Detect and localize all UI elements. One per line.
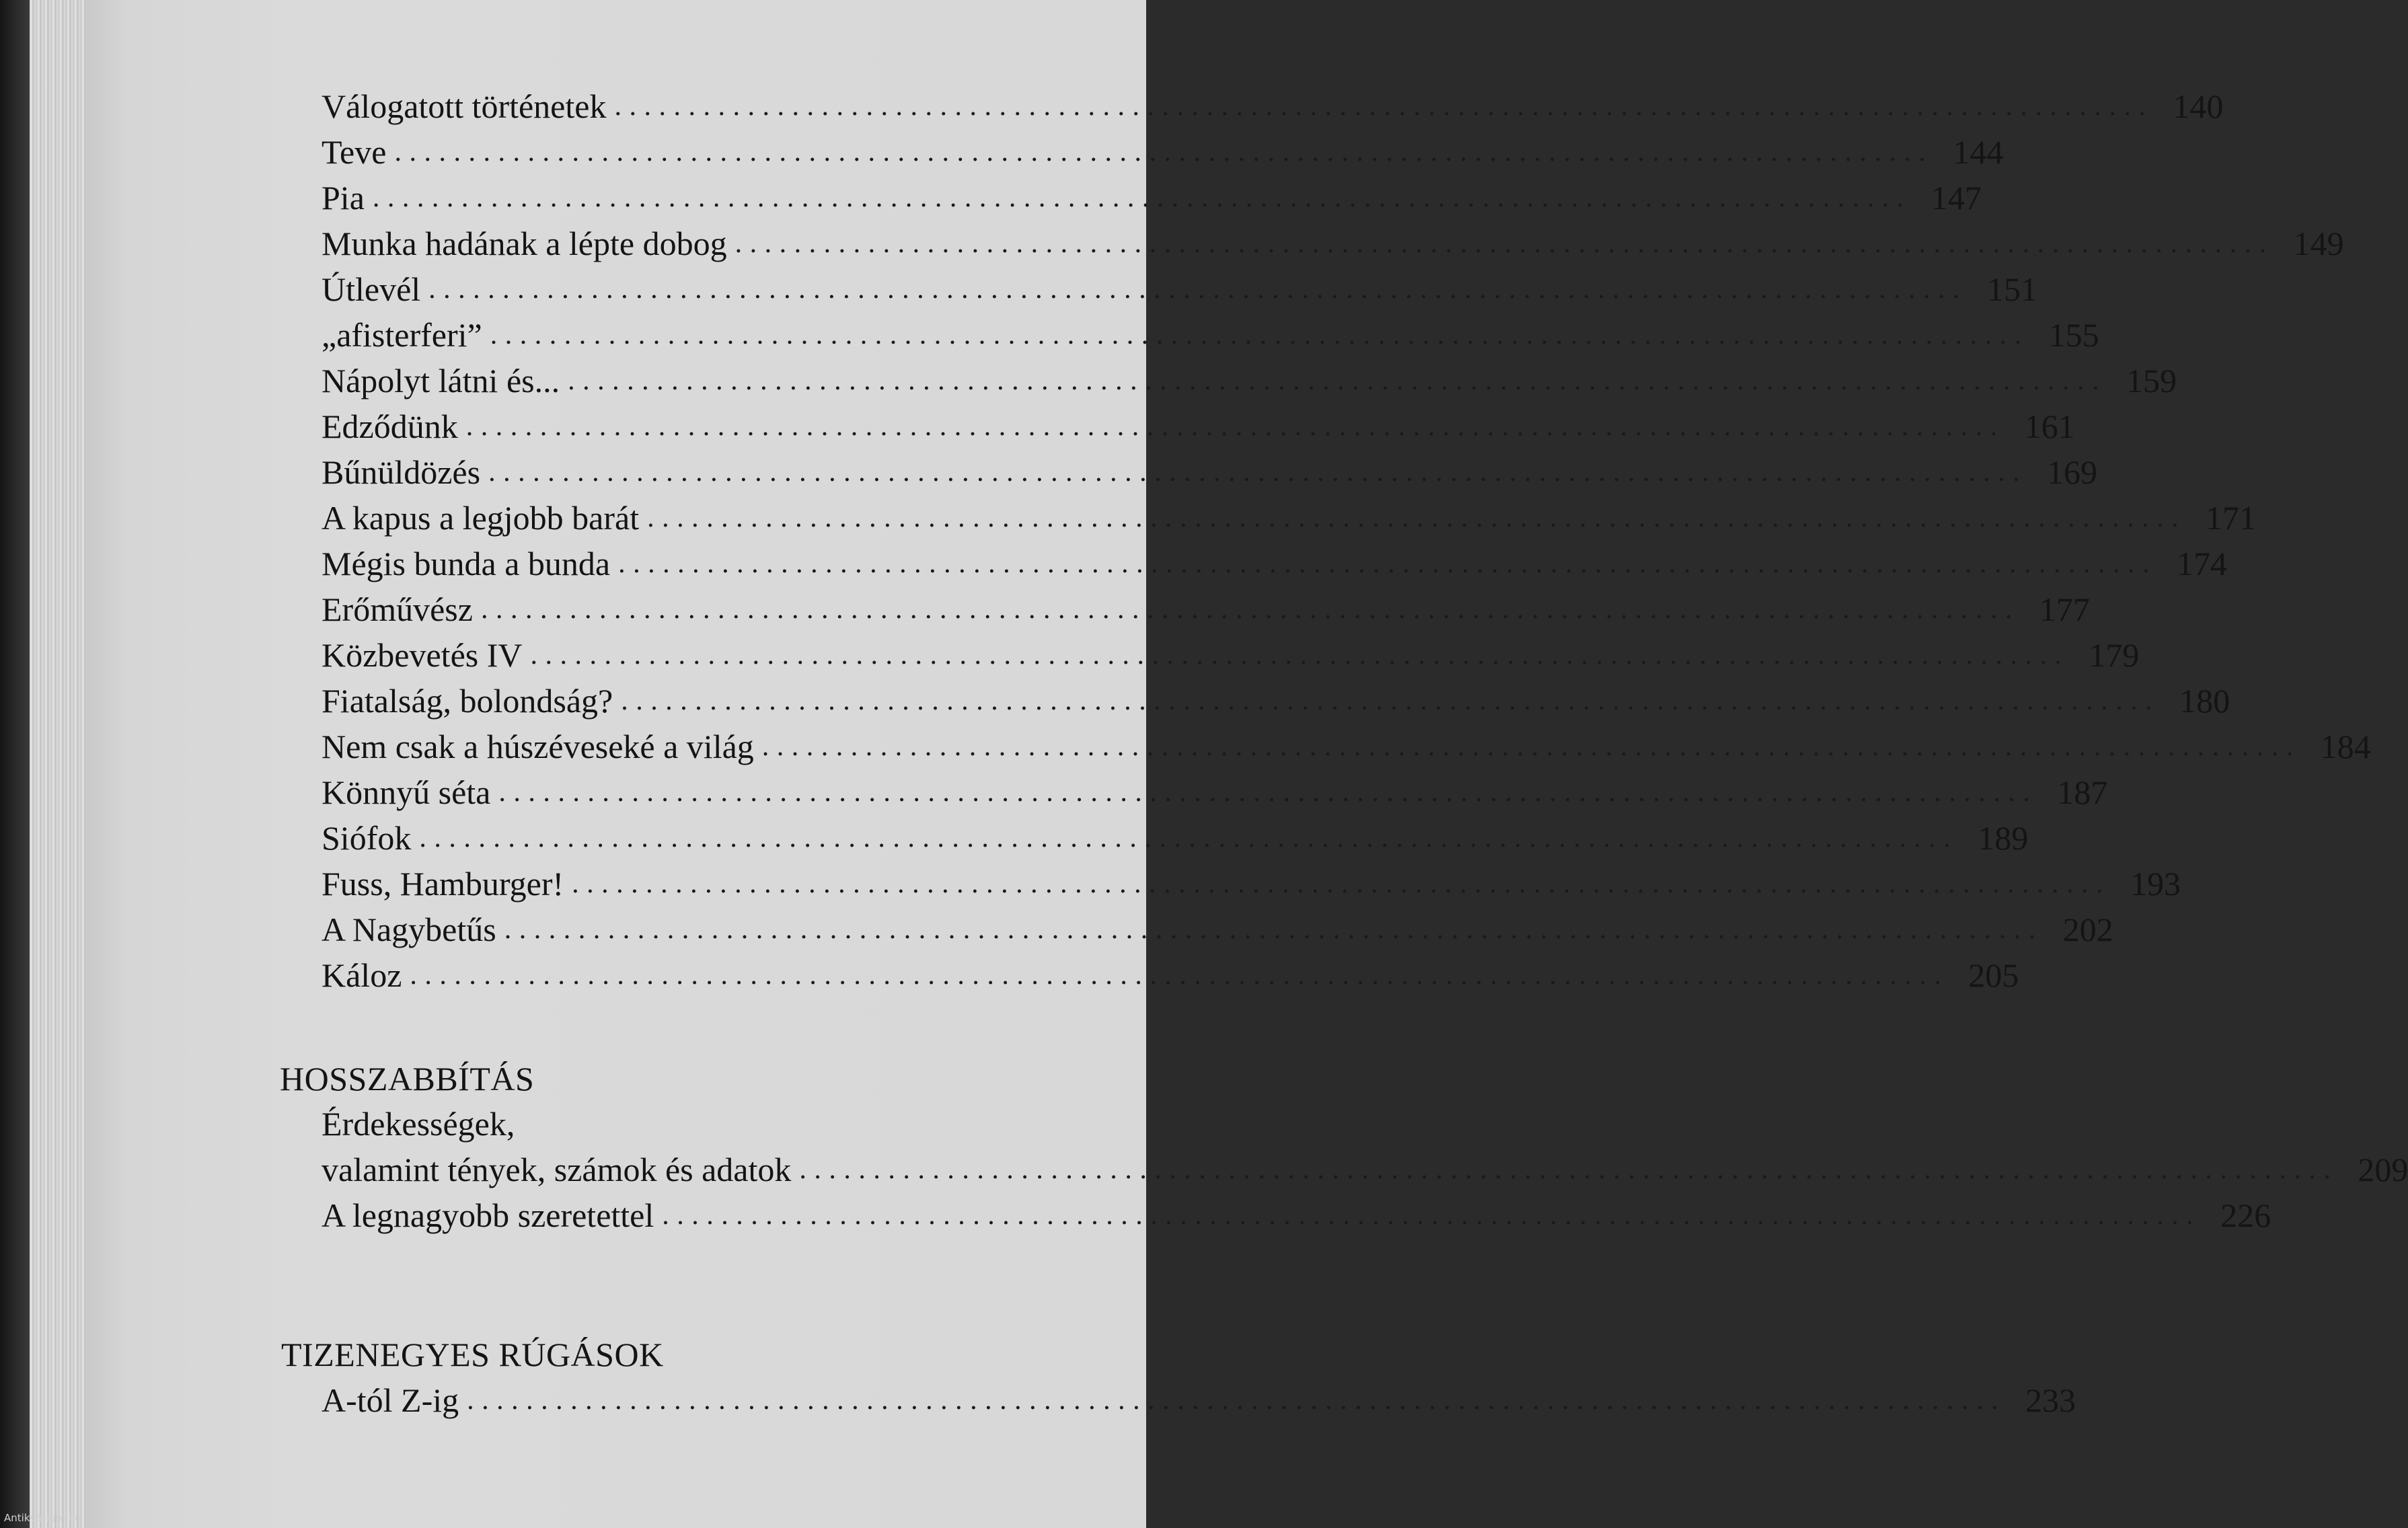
- toc-entry: [322, 315, 2099, 355]
- toc-entry-page: 177: [2039, 590, 2090, 628]
- toc-entry-title: Fuss, Hamburger!: [322, 865, 564, 903]
- toc-leader-dots: ........................................................................................................: [419, 823, 1959, 853]
- toc-entry-title: Fiatalság, bolondság?: [322, 682, 613, 720]
- toc-entry: [322, 360, 2177, 401]
- toc-entry: [322, 178, 1982, 218]
- toc-entry-title: A kapus a legjobb barát: [322, 499, 640, 537]
- toc-entry-title-line2: valamint tények, számok és adatok: [322, 1151, 792, 1188]
- toc-entry-title: Káloz: [322, 956, 402, 994]
- toc-entry: [322, 864, 2181, 904]
- toc-entry-page: 140: [2173, 87, 2224, 125]
- toc-entry-title: Útlevél: [322, 270, 421, 308]
- toc-entry-page: 205: [1968, 956, 2019, 994]
- toc-leader-dots: ........................................................................................................: [410, 960, 1949, 991]
- toc-leader-dots: ........................................................................................................: [799, 1154, 2339, 1185]
- toc-entry: [322, 1149, 2408, 1190]
- toc-entry-title: Munka hadának a lépte dobog: [322, 225, 727, 262]
- toc-entry-title: Pia: [322, 179, 365, 217]
- toc-entry: [322, 406, 2075, 447]
- toc-entry-page: 187: [2057, 773, 2108, 811]
- toc-entry-page: 179: [2089, 636, 2140, 674]
- toc-entry-title: A legnagyobb szeretettel: [322, 1196, 654, 1234]
- toc-entry-page: 226: [2220, 1196, 2271, 1234]
- toc-entry-page: 161: [2024, 408, 2075, 445]
- toc-leader-dots: ........................................................................................................: [647, 502, 2187, 533]
- toc-entry-page: 147: [1930, 179, 1982, 217]
- toc-leader-dots: ........................................................................................................: [488, 457, 2028, 488]
- toc-leader-dots: ........................................................................................................: [490, 319, 2029, 350]
- toc-entry-page: 233: [2025, 1381, 2076, 1419]
- toc-entry-title: Nem csak a húszéveseké a világ: [322, 728, 754, 765]
- toc-entry: [322, 635, 2140, 675]
- toc-entry-page: 159: [2126, 362, 2177, 399]
- toc-entry-page: 209: [2358, 1151, 2408, 1188]
- toc-entry: [322, 589, 2090, 629]
- toc-leader-dots: ........................................................................................................: [498, 777, 2038, 808]
- toc-entry-title-line1: Érdekességek,: [322, 1105, 515, 1143]
- toc-entry-page: 193: [2130, 865, 2181, 903]
- toc-entry-page: 171: [2206, 499, 2257, 537]
- toc-entry-title: Közbevetés IV: [322, 636, 523, 674]
- toc-entry-line1: [322, 1104, 1095, 1144]
- toc-entry-title: Bűnüldözés: [322, 453, 481, 491]
- toc-entry-page: 149: [2293, 225, 2344, 262]
- toc-entry: [322, 269, 2038, 309]
- watermark-text: Antikvárium.hu: [4, 1512, 81, 1524]
- toc-entry-title: Nápolyt látni és...: [322, 362, 560, 399]
- toc-entry-page: 184: [2320, 728, 2371, 765]
- toc-entry-page: 180: [2179, 682, 2230, 720]
- toc-leader-dots: ........................................................................................................: [761, 731, 2301, 762]
- toc-entry: [322, 1195, 2271, 1235]
- toc-entry-title: Válogatott történetek: [322, 87, 607, 125]
- toc-entry: [322, 1380, 2076, 1420]
- toc-entry-title: A Nagybetűs: [322, 911, 496, 948]
- toc-leader-dots: ........................................................................................................: [394, 137, 1934, 167]
- section-heading-hosszabbitas: HOSSZABBÍTÁS: [280, 1060, 535, 1098]
- toc-entry-title: Edződünk: [322, 408, 458, 445]
- toc-leader-dots: ........................................................................................................: [480, 594, 2020, 625]
- toc-leader-dots: ........................................................................................................: [618, 548, 2158, 579]
- toc-entry: [322, 772, 2108, 812]
- toc-entry-title: Teve: [322, 133, 387, 171]
- toc-leader-dots: ........................................................................................................: [465, 411, 2005, 442]
- toc-entry-page: 169: [2047, 453, 2098, 491]
- toc-leader-dots: ........................................................................................................: [428, 274, 1968, 305]
- toc-entry: [322, 132, 2004, 172]
- toc-leader-dots: ........................................................................................................: [735, 228, 2274, 259]
- toc-entry: [322, 909, 2113, 950]
- toc-entry: [322, 955, 2019, 995]
- toc-entry-title: A-tól Z-ig: [322, 1381, 459, 1419]
- toc-entry: [322, 818, 2029, 858]
- toc-entry: [322, 498, 2257, 538]
- toc-leader-dots: ........................................................................................................: [372, 182, 1912, 213]
- toc-entry-page: 151: [1987, 270, 2038, 308]
- toc-entry-title: „afisterferi”: [322, 316, 482, 354]
- toc-entry: [322, 543, 2228, 584]
- toc-entry-page: 202: [2062, 911, 2113, 948]
- toc-entry-page: 174: [2177, 545, 2228, 582]
- toc-entry-page: 189: [1978, 819, 2029, 857]
- toc-leader-dots: ........................................................................................................: [614, 91, 2154, 122]
- toc-leader-dots: ........................................................................................................: [530, 640, 2070, 671]
- toc-entry: [322, 681, 2230, 721]
- toc-entry: [322, 726, 2371, 767]
- toc-entry-title: Mégis bunda a bunda: [322, 545, 611, 582]
- toc-entry: [322, 86, 2224, 126]
- toc-entry-page: 144: [1953, 133, 2004, 171]
- toc-leader-dots: ........................................................................................................: [568, 365, 2107, 396]
- toc-entry: [322, 223, 2344, 264]
- toc-leader-dots: ........................................................................................................: [572, 868, 2111, 899]
- section-heading-tizenegyes-rugasok: TIZENEGYES RÚGÁSOK: [281, 1336, 664, 1373]
- toc-entry-title: Siófok: [322, 819, 412, 857]
- toc-leader-dots: ........................................................................................................: [662, 1200, 2202, 1231]
- toc-leader-dots: ........................................................................................................: [467, 1385, 2006, 1416]
- toc-entry-page: 155: [2048, 316, 2099, 354]
- toc-leader-dots: ........................................................................................................: [504, 914, 2043, 945]
- toc-entry-title: Erőművész: [322, 590, 473, 628]
- toc-leader-dots: ........................................................................................................: [621, 685, 2160, 716]
- toc-entry: [322, 452, 2098, 492]
- toc-entry-title: Könnyű séta: [322, 773, 491, 811]
